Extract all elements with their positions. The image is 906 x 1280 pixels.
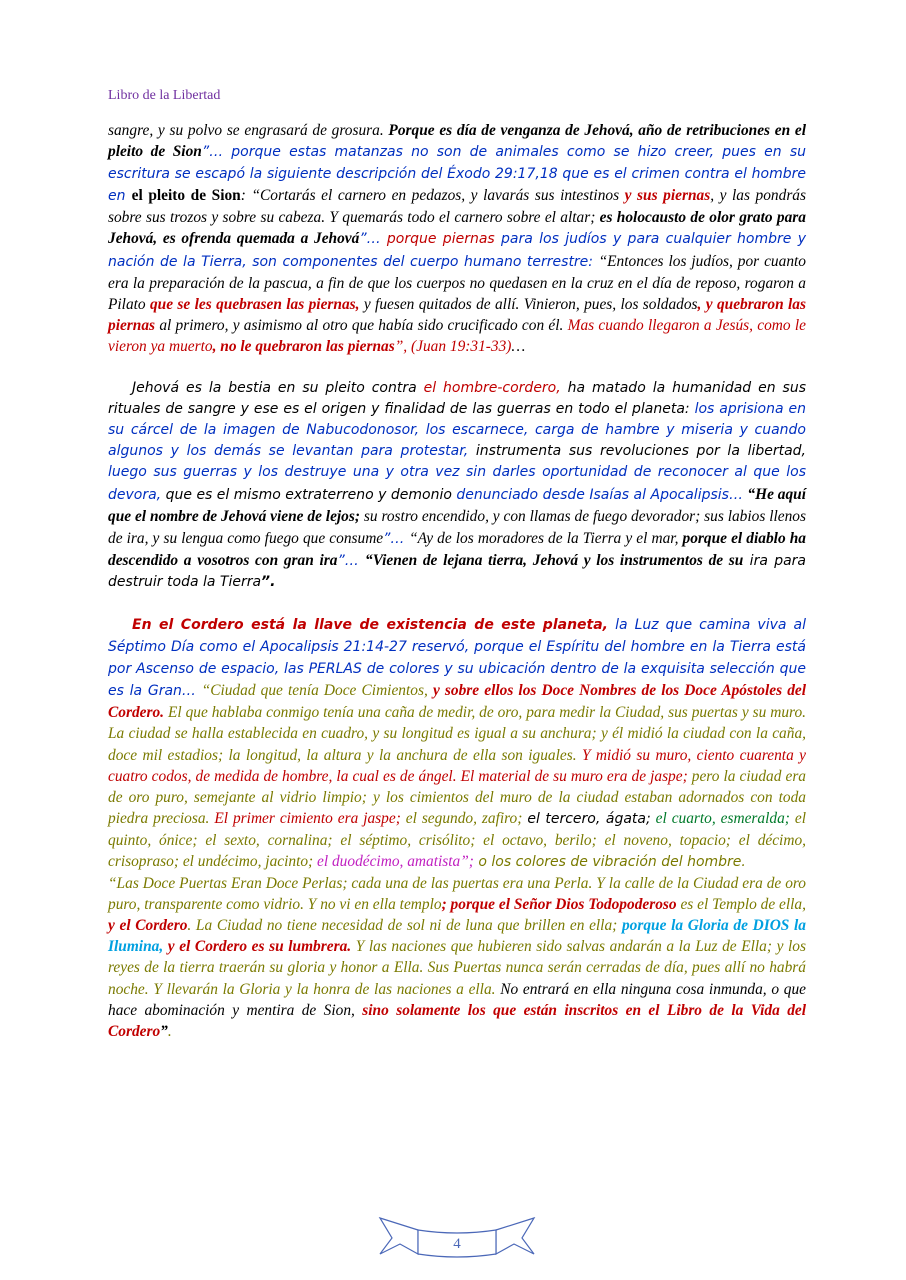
text-run: “He aquí que el nombre de Jehová viene de lejos; [108, 485, 807, 525]
text-run: porque el diablo ha descendido a vosotros con gran ira [108, 529, 806, 569]
text-run: No entrará en ella ninguna cosa inmunda, o que hace abominación y mentira de Sion, [108, 980, 807, 1019]
text-run: el pleito de Sion [131, 187, 241, 205]
text-run: pero la ciudad era de oro puro, semejante al vidrio limpio; y los cimientos del muro de la ciudad estaban adornados con toda piedra preciosa. [108, 767, 807, 827]
text-run: y el Cordero es su lumbrera. [163, 938, 352, 956]
paragraph-4 [108, 873, 806, 1042]
text-run: Mas cuando llegaron a Jesús, como le vieron ya muerto [108, 316, 806, 355]
text-run: , no le quebraron las piernas [212, 337, 395, 355]
text-run: “Las Doce Puertas Eran Doce Perlas; cada una de las puertas era una Perla. Y la calle de la Ciudad era de oro puro, transparente como vidrio. Y no vi en ella templo [108, 875, 806, 914]
text-run: porque la Gloria de DIOS la Ilumina, [108, 917, 806, 956]
text-run: . [167, 1022, 172, 1040]
text-run: ; porque el Señor Dios Todopoderoso [441, 896, 677, 914]
text-run: Y midió su muro, ciento cuarenta y cuatro codos, de medida de hombre, la cual es de ángel. El material de su muro era de jaspe; [108, 746, 806, 785]
text-run: Y las naciones que hubieren sido salvas andarán a la Luz de Ella; y los reyes de la tierra traerán su gloria y honor a Ella. Sus Puertas nunca serán cerradas de día, pues allí no habrá noche. Y llevarán la Gloria y la honra de las naciones a ella. [108, 938, 806, 998]
text-run: … [511, 337, 526, 355]
text-run: el tercero, ágata; [527, 810, 651, 827]
page-body [108, 120, 806, 1042]
text-run: porque piernas [386, 231, 502, 248]
text-run: denunciado desde Isaías al Apocalipsis… [456, 486, 748, 503]
text-run: que se les quebrasen las piernas, [149, 295, 360, 313]
text-run: y sus piernas [624, 187, 711, 205]
paragraph-gap [108, 357, 806, 378]
text-run: El primer cimiento era jaspe; [214, 809, 401, 827]
text-run: es holocausto de olor grato para Jehová, es ofrenda quemada a Jehová [108, 209, 806, 248]
text-run: y fuesen quitados de allí. Vinieron, pues, los soldados [359, 295, 698, 313]
text-run: ”. [261, 573, 276, 590]
text-run: instrumenta sus revoluciones por la libertad, [468, 443, 807, 460]
paragraph-gap [108, 593, 806, 614]
text-run: es el Templo de ella, [676, 896, 806, 914]
text-run: “Ciudad que tenía Doce Cimientos, [201, 682, 433, 700]
text-run: “Entonces los judíos, por cuanto era la preparación de la pascua, a fin de que los cuerpos no quedasen en la cruz en el día de reposo, rogaron a Pilato [108, 252, 806, 313]
text-run: el cuarto, esmeralda; [650, 809, 790, 827]
text-run: o los colores de vibración del hombre. [473, 854, 746, 870]
text-run: ”… [337, 552, 365, 569]
text-run: luego sus guerras y los destruye una y otra vez sin darles oportunidad de reconocer al que los devora, [108, 464, 806, 503]
text-run: , y quebraron las piernas [108, 295, 806, 334]
text-run: , y las pondrás sobre sus trozos y sobre su cabeza. Y quemarás todo el carnero sobre el altar; [108, 187, 806, 227]
text-run: el quinto, ónice; el sexto, cornalina; el séptimo, crisólito; el octavo, berilo; el noveno, topacio; el décimo, crisopraso; el undécimo, jacinto; [108, 809, 806, 870]
text-run: que es el mismo extraterreno y demonio [161, 486, 457, 503]
page-number: 4 [453, 1236, 461, 1252]
text-run: El que hablaba conmigo tenía una caña de medir, de oro, para medir la Ciudad, sus puertas y su muro. La ciudad se halla establecida en cuadro, y su longitud es igual a su anchura; y él midió la ciudad con la caña, doce mil estadios; la longitud, la altura y la anchura de ella son iguales. [108, 704, 806, 764]
text-run: porque estas matanzas no son de animales como se hizo creer, pues en su escritura se escapó la siguiente descripción del Éxodo 29:17,18 que es el crimen contra el hombre en [108, 144, 806, 205]
text-run: : “Cortarás el carnero en pedazos, y lavarás sus intestinos [240, 187, 625, 205]
text-run: . La Ciudad no tiene necesidad de sol ni de luna que brillen en ella; [187, 917, 622, 935]
text-run: ”, (Juan 19:31-33) [394, 337, 512, 355]
text-run: el segundo, zafiro; [400, 809, 528, 827]
page-number-ribbon [378, 1214, 536, 1264]
running-header: Libro de la Libertad [108, 88, 221, 103]
text-run: el hombre-cordero, [423, 380, 561, 397]
text-run: ” [160, 1022, 168, 1040]
text-run: su rostro encendido, y con llamas de fuego devorador; sus labios llenos de ira, y su lengua como fuego que consume [108, 507, 806, 547]
text-run: sino solamente los que están inscritos en el Libro de la Vida del Cordero [108, 1001, 806, 1040]
text-run: y sobre ellos los Doce Nombres de los Doce Apóstoles del Cordero. [108, 682, 806, 722]
paragraph-2 [108, 378, 806, 593]
text-run: al primero, y asimismo al otro que había sido crucificado con él. [155, 316, 568, 334]
text-run: ”… [201, 144, 232, 161]
text-run: sangre, y su polvo se engrasará de grosura. [108, 122, 389, 139]
text-run: para los judíos y para cualquier hombre y nación de la Tierra, son componentes del cuerpo humano terrestre: [108, 231, 807, 270]
text-run: los aprisiona en su cárcel de la imagen de Nabucodonosor, los escarnece, carga de hambre y miseria y cuando algunos y los demás se levantan para protestar, [108, 401, 806, 460]
text-run: la Luz que camina viva al Séptimo Día como el Apocalipsis 21:14-27 reservó, porque el Espíritu del hombre en la Tierra está por Ascenso de espacio, las PERLAS de colores y su ubicación dentro de la exquisita selección que es la Gran… [108, 616, 807, 700]
text-run: Jehová es la bestia en su pleito contra [132, 380, 424, 397]
text-run: ”… [383, 530, 410, 547]
text-run: “Vienen de lejana tierra, Jehová y los instrumentos de su [365, 551, 744, 569]
paragraph-1 [108, 120, 806, 357]
paragraph-3 [108, 614, 806, 873]
text-run: el duodécimo, amatista”; [317, 853, 474, 870]
text-run: En el Cordero está la llave de existencia de este planeta, [132, 616, 608, 633]
text-run: ”… [359, 231, 387, 248]
text-run: “Ay de los moradores de la Tierra y el mar, [409, 529, 683, 547]
text-run: ha matado la humanidad en sus rituales de sangre y ese es el origen y finalidad de las guerras en todo el planeta: [108, 380, 806, 418]
text-run: y el Cordero [108, 917, 188, 935]
text-run: ira para destruir toda la Tierra [108, 552, 807, 590]
text-run: Porque es día de venganza de Jehová, año de retribuciones en el pleito de Sion [108, 122, 807, 161]
